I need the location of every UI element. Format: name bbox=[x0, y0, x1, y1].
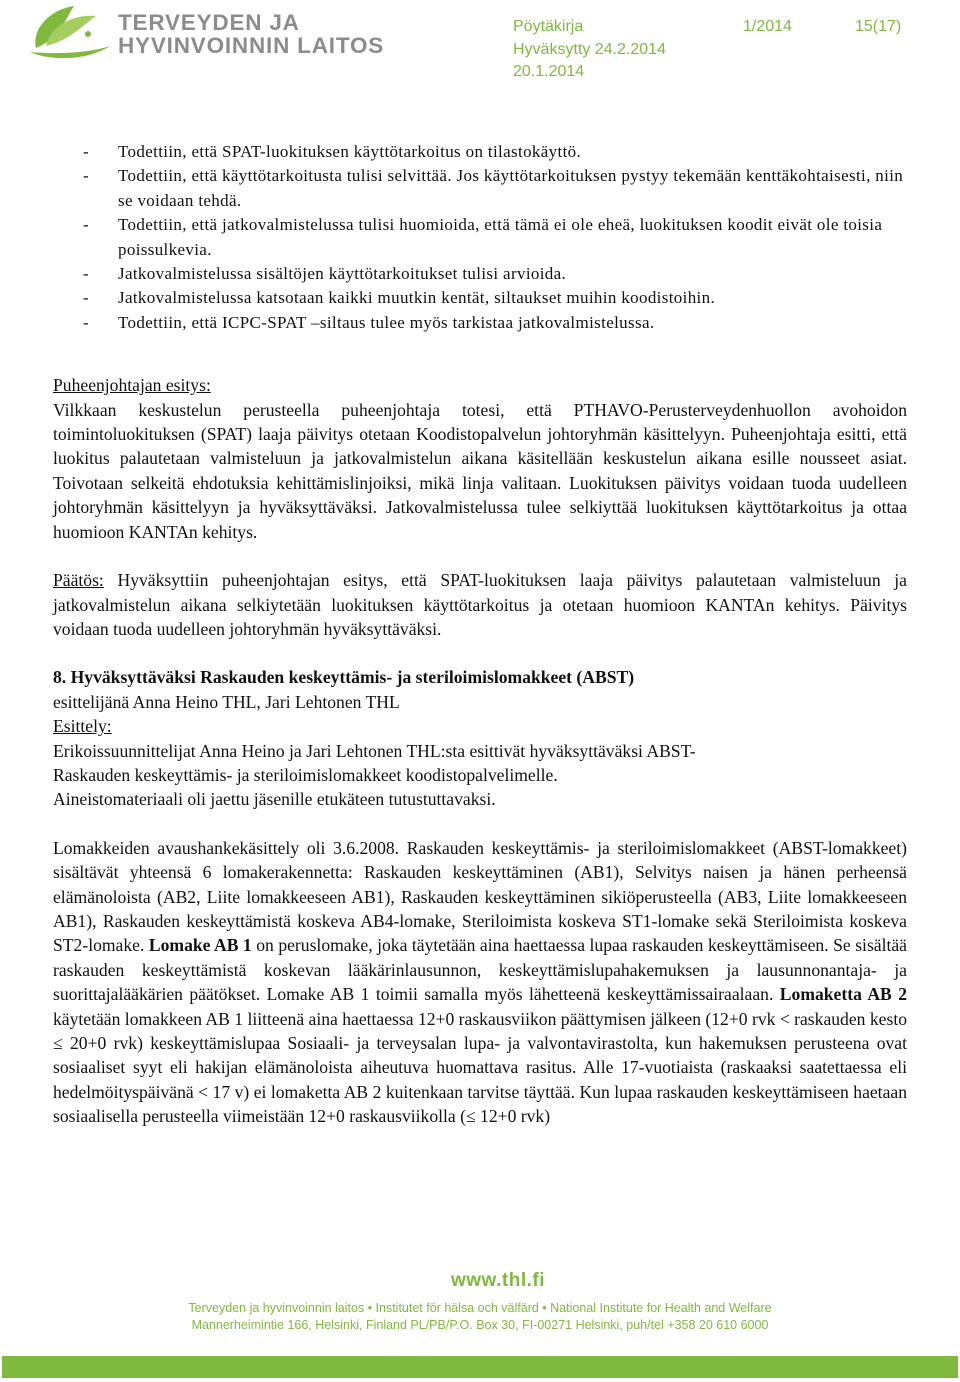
list-item: - Jatkovalmistelussa sisältöjen käyttötarkoitukset tulisi arvioida. bbox=[83, 264, 567, 284]
thl-leaf-logo-icon bbox=[26, 4, 112, 64]
decision bbox=[53, 568, 907, 641]
intro-line: Raskauden keskeyttämis- ja steriloimislomakkeet koodistopalvelimelle. bbox=[53, 764, 558, 785]
footer-address: Mannerheimintie 166, Helsinki, Finland PL/PB/P.O. Box 30, FI-00271 Helsinki, puh/tel +358 20 610 6000 bbox=[191, 1318, 769, 1332]
item-8-title: 8. Hyväksyttäväksi Raskauden keskeyttämis- ja steriloimislomakkeet (ABST) bbox=[53, 667, 635, 688]
thl-wordmark: TERVEYDEN JA HYVINVOINNIN LAITOS bbox=[118, 10, 385, 58]
decision-heading: Päätös: bbox=[53, 570, 104, 591]
footer-institution: Terveyden ja hyvinvoinnin laitos • Institutet för hälsa och välfärd • National Institute for Health and Welfare bbox=[188, 1301, 772, 1315]
item-8-presenters: esittelijänä Anna Heino THL, Jari Lehtonen THL bbox=[53, 691, 400, 712]
forms-paragraph: Lomakkeiden avaushankekäsittely oli 3.6.2008. Raskauden keskeyttämis- ja steriloimislomakkeet (ABST-lomakkeet) sisältävät yhteensä 6 lomakerakennetta: Raskauden keskeyttäminen (AB1), Selvitys naisen ja hänen perheensä elämänoloista (AB2, Liite lomakkeeseen AB1), Raskauden keskeyttäminen sikiöperusteella (AB3, Liite lomakkeeseen AB1), Raskauden keskeyttämistä koskeva AB4-lomake, Steriloimista koskeva ST1-lomake sekä Steriloimista koskeva ST2-lomake. bbox=[53, 837, 907, 956]
doc-number: 1/2014 bbox=[743, 18, 792, 35]
intro-line: Aineistomateriaali oli jaettu jäsenille etukäteen tutustuttavaksi. bbox=[53, 789, 496, 810]
page-number: 15(17) bbox=[855, 18, 902, 35]
list-item: - Todettiin, että SPAT-luokituksen käyttötarkoitus on tilastokäyttö. bbox=[83, 142, 582, 161]
intro-line: Erikoissuunnittelijat Anna Heino ja Jari Lehtonen THL:sta esittivät hyväksyttäväksi ABST- bbox=[53, 740, 696, 761]
intro-heading: Esittely: bbox=[53, 716, 112, 737]
document-meta bbox=[513, 16, 666, 84]
approved-date: Hyväksytty 24.2.2014 bbox=[513, 40, 666, 58]
document-body bbox=[53, 140, 907, 1129]
decision-text: Hyväksyttiin puheenjohtajan esitys, että SPAT-luokituksen laaja päivitys palautetaan valmisteluun ja jatkovalmistelun aikana selkiytetään luokituksen käyttötarkoitus ja otetaan huomioon KANTAn kehitys. Päivitys voidaan tuoda uudelleen johtoryhmän hyväksyttäväksi. bbox=[53, 570, 907, 639]
list-item: - Todettiin, että jatkovalmistelussa tulisi huomioida, että tämä ei ole eheä, luokituksen koodit eivät ole toisia poissulkevia. bbox=[83, 215, 883, 259]
page-footer bbox=[0, 1270, 960, 1334]
meeting-date: 20.1.2014 bbox=[513, 63, 585, 80]
website-link[interactable]: www.thl.fi bbox=[450, 1270, 545, 1291]
item-8 bbox=[53, 665, 907, 811]
forms-description: Lomakkeiden avaushankekäsittely oli 3.6.2008. Raskauden keskeyttämis- ja steriloimislomakkeet (ABST-lomakkeet) sisältävät yhteensä 6 lomakerakennetta: Raskauden keskeyttäminen (AB1), Selvitys naisen ja hänen perheensä elämänoloista (AB2, Liite lomakkeeseen AB1), Raskauden keskeyttäminen sikiöperusteella (AB3, Liite lomakkeeseen AB1), Raskauden keskeyttämistä koskeva AB4-lomake, Steriloimista koskeva ST1-lomake sekä Steriloimista koskeva ST2-lomake. Lomake AB 1 on peruslomake, joka täytetään aina haettaessa lupaa raskauden keskeyttämiseen. Se sisältää raskauden keskeyttämistä koskevan lääkärinlausunnon, keskeyttämislupahakemuksen ja lausunnonantaja- ja suorittajalääkärien päätökset. Lomake AB 1 toimii samalla myös lähetteenä keskeyttämissairaalaan. Lomaketta AB 2 käytetään lomakkeen AB 1 liitteenä aina haettaessa 12+0 raskausviikon päättymisen jälkeen (12+0 rvk < raskauden kesto ≤ 20+0 rvk) keskeyttämislupaa Sosiaali- ja terveysalan lupa- ja valvontavirastolta, kun hakemuksen perusteena ovat sosiaaliset syyt eli hakijan elämänoloista aiheutuva huomattava rasitus. Alle 17-vuotiaista (raskaaksi saatettaessa eli hedelmöityspäivänä < 17 v) ei lomaketta AB 2 kuitenkaan tarvitse täyttää. Kun lupaa raskauden keskeyttämiseen haetaan sosiaalisella perusteella viimeistään 12+0 raskausviikolla (≤ 12+0 rvk) bbox=[53, 837, 908, 1127]
proposal-heading: Puheenjohtajan esitys: bbox=[53, 375, 211, 396]
list-item: - Todettiin, että käyttötarkoitusta tulisi selvittää. Jos käyttötarkoituksen pystyy tekemään kenttäkohtaisesti, niin se voidaan tehdä. bbox=[83, 166, 904, 210]
bullet-list bbox=[53, 140, 907, 335]
proposal-text: Vilkkaan keskustelun perusteella puheenjohtaja totesi, että PTHAVO-Perusterveydenhuollon avohoidon toimintoluokituksen (SPAT) laaja päivitys otetaan Koodistopalvelun johtoryhmän käsittelyyn. Puheenjohtaja esitti, että luokitus palautetaan valmisteluun ja jatkovalmistelun aikana käsitellään keskustelun aikana esille nousseet asiat. Toivotaan selkeitä ehdotuksia kehittämislinjoiksi, mikä linja valitaan. Luokituksen päivitys voidaan tuoda uudelleen johtoryhmän käsittelyyn ja hyväksyttäväksi. Jatkovalmistelussa tulee selkiyttää luokituksen käyttötarkoitus ja ottaa huomioon KANTAn kehitys. bbox=[53, 399, 907, 542]
list-item: - Todettiin, että ICPC-SPAT –siltaus tulee myös tarkistaa jatkovalmistelussa. bbox=[83, 312, 655, 332]
footer-bar bbox=[2, 1356, 958, 1378]
chair-proposal bbox=[53, 373, 907, 544]
doc-type: Pöytäkirja bbox=[513, 18, 584, 35]
form-ab2-label: Lomaketta AB 2 bbox=[779, 984, 908, 1005]
page-header bbox=[0, 0, 960, 110]
form-ab1-label: Lomake AB 1 bbox=[148, 935, 252, 956]
list-item: - Jatkovalmistelussa katsotaan kaikki muutkin kentät, siltaukset muihin koodistoihin. bbox=[83, 288, 716, 308]
